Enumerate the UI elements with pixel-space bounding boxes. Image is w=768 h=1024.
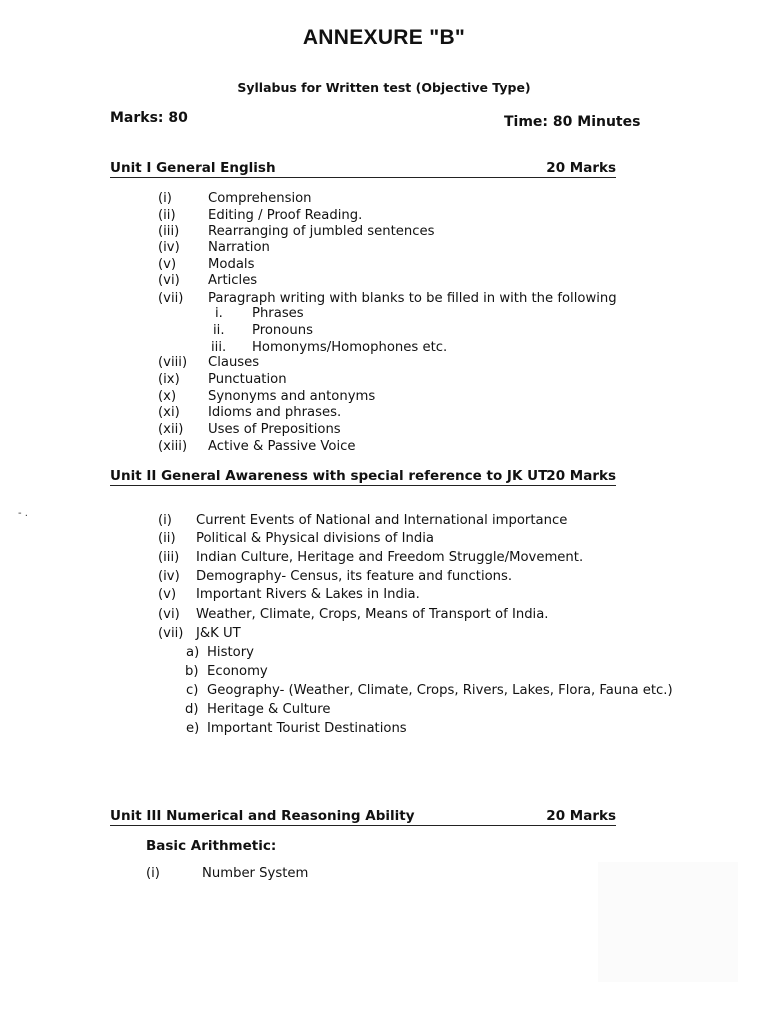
sub-item-number: d)	[185, 702, 199, 717]
sub-item-text: Homonyms/Homophones etc.	[252, 340, 448, 355]
list-item-text: Current Events of National and International importance	[196, 513, 568, 528]
sub-item-text: Heritage & Culture	[207, 702, 331, 717]
list-item-number: (v)	[158, 257, 177, 272]
sub-item-text: History	[207, 645, 254, 660]
sub-item-number: iii.	[211, 340, 227, 355]
page-subtitle: Syllabus for Written test (Objective Type)	[237, 80, 531, 95]
list-item-number: (i)	[146, 866, 160, 881]
unit-2-title: Unit II General Awareness with special reference to JK UT	[110, 468, 548, 484]
list-item-number: (ix)	[158, 372, 180, 387]
total-marks: Marks: 80	[110, 110, 188, 126]
sub-item-number: a)	[186, 645, 200, 660]
unit-2-marks: 20 Marks	[546, 468, 616, 484]
list-item-number: (iv)	[158, 240, 180, 255]
sub-item-number: b)	[185, 664, 199, 679]
unit-2-heading	[110, 468, 616, 486]
list-item-text: Comprehension	[208, 191, 312, 206]
list-item-text: Number System	[202, 866, 309, 881]
list-item-text: Idioms and phrases.	[208, 405, 342, 420]
list-item-text: Punctuation	[208, 372, 287, 387]
list-item-text: Demography- Census, its feature and functions.	[196, 569, 513, 584]
list-item-text: Clauses	[208, 355, 260, 370]
list-item-text: J&K UT	[196, 626, 241, 641]
sub-item-text: Pronouns	[252, 323, 313, 338]
list-item-number: (viii)	[158, 355, 188, 370]
list-item-text: Indian Culture, Heritage and Freedom Struggle/Movement.	[196, 550, 584, 565]
list-item-number: (i)	[158, 191, 172, 206]
scan-smudge	[598, 862, 738, 982]
scan-artifact: - .	[18, 508, 28, 519]
list-item-number: (vii)	[158, 626, 184, 641]
list-item-text: Political & Physical divisions of India	[196, 531, 435, 546]
list-item-text: Articles	[208, 273, 258, 288]
list-item-number: (xii)	[158, 422, 184, 437]
sub-item-number: i.	[215, 306, 223, 321]
list-item-number: (xiii)	[158, 439, 188, 454]
list-item-text: Modals	[208, 257, 255, 272]
list-item-number: (iii)	[158, 224, 180, 239]
unit-3-title: Unit III Numerical and Reasoning Ability	[110, 808, 415, 824]
unit-1-title: Unit I General English	[110, 160, 276, 176]
time-allowed: Time: 80 Minutes	[504, 114, 641, 130]
unit-1-heading	[110, 160, 616, 178]
sub-item-text: Economy	[207, 664, 268, 679]
list-item-text: Uses of Prepositions	[208, 422, 341, 437]
list-item-number: (v)	[158, 587, 177, 602]
list-item-number: (ii)	[158, 531, 176, 546]
sub-item-number: c)	[186, 683, 199, 698]
list-item-number: (iv)	[158, 569, 180, 584]
list-item-number: (i)	[158, 513, 172, 528]
basic-arithmetic-heading: Basic Arithmetic:	[146, 838, 277, 854]
unit-3-underline-spacer	[110, 808, 548, 809]
list-item-number: (vi)	[158, 273, 180, 288]
list-item-text: Synonyms and antonyms	[208, 389, 376, 404]
list-item-number: (ii)	[158, 208, 176, 223]
list-item-text: Rearranging of jumbled sentences	[208, 224, 435, 239]
list-item-number: (vi)	[158, 607, 180, 622]
list-item-text: Narration	[208, 240, 270, 255]
sub-item-number: ii.	[213, 323, 225, 338]
sub-item-text: Phrases	[252, 306, 304, 321]
sub-item-number: e)	[186, 721, 200, 736]
list-item-number: (iii)	[158, 550, 180, 565]
list-item-number: (x)	[158, 389, 177, 404]
sub-item-text: Important Tourist Destinations	[207, 721, 407, 736]
unit-3-heading	[110, 808, 616, 826]
list-item-text: Weather, Climate, Crops, Means of Transport of India.	[196, 607, 549, 622]
list-item-text: Paragraph writing with blanks to be filled in with the following	[208, 291, 617, 306]
sub-item-text: Geography- (Weather, Climate, Crops, Rivers, Lakes, Flora, Fauna etc.)	[207, 683, 673, 698]
list-item-text: Editing / Proof Reading.	[208, 208, 363, 223]
unit-1-marks: 20 Marks	[546, 160, 616, 176]
list-item-text: Active & Passive Voice	[208, 439, 356, 454]
page-title: ANNEXURE "B"	[302, 26, 466, 49]
list-item-text: Important Rivers & Lakes in India.	[196, 587, 420, 602]
list-item-number: (xi)	[158, 405, 180, 420]
unit-3-marks: 20 Marks	[546, 808, 616, 824]
list-item-number: (vii)	[158, 291, 184, 306]
